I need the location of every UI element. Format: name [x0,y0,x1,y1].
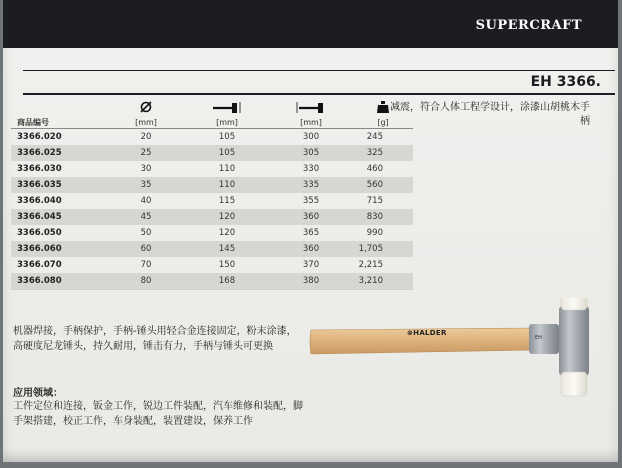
item-code: 3366.070 [17,260,62,270]
head-length-value: 120 [185,209,269,225]
table-row [11,241,413,257]
diameter-value: 80 [107,273,185,290]
total-length-value: 300 [302,132,320,142]
item-code: 3366.030 [17,164,62,174]
diameter-value: 70 [140,260,152,270]
weight-value: 830 [353,209,413,225]
table-row [11,161,413,177]
weight-value: 560 [353,177,413,193]
head-length-value: 110 [185,177,269,193]
item-code: 3366.045 [11,209,107,225]
weight-value: 3,210 [353,273,413,290]
total-length-value: 335 [269,177,353,193]
diameter-value: 50 [140,228,152,238]
total-length-value: 380 [269,273,353,290]
total-length-value: 365 [302,228,320,238]
weight-value: 460 [366,164,383,174]
diameter-value: 45 [107,209,185,225]
head-length-value: 105 [185,145,269,161]
item-code: 3366.040 [17,196,62,206]
total-length-value: 330 [302,164,320,174]
applications-text: 工件定位和连接，钣金工作，锐边工件装配，汽车维修和装配，脚手架搭建，校正工作，车身装配，装置建设，保养工作 [13,401,303,427]
table-row [11,257,413,273]
diameter-value: 30 [140,164,152,174]
diameter-value: 60 [107,241,185,257]
unit-total-length: [mm] [269,117,353,129]
code-header: 商品编号 [11,117,107,129]
weight-value: 325 [353,145,413,161]
unit-diameter: [mm] [107,117,185,129]
table-row [11,225,413,241]
halder-logo: ⊗HALDER [407,329,447,337]
catalog-page [3,0,618,462]
head-length-value: 115 [218,196,236,206]
weight-value: 2,215 [358,260,383,270]
unit-head-length: [mm] [185,117,269,129]
head-length-value: 105 [218,132,236,142]
item-code: 3366.020 [17,132,62,142]
table-row [11,177,413,193]
header-band [3,0,618,48]
head-length-value: 110 [218,164,236,174]
total-length-value: 370 [302,260,320,270]
product-title-bar [23,70,615,95]
item-code: 3366.035 [11,177,107,193]
item-code: 3366.080 [11,273,107,290]
head-length-value: 120 [218,228,236,238]
weight-value: 1,705 [353,241,413,257]
head-length-value: 145 [185,241,269,257]
diameter-value: 40 [140,196,152,206]
hammer-image [307,298,612,448]
head-length-icon [185,99,269,117]
brand-logo: SUPERCRAFT [475,18,582,33]
diameter-value: 20 [140,132,152,142]
weight-value: 990 [366,228,383,238]
weight-value: 715 [366,196,383,206]
head-length-value: 150 [218,260,236,270]
svg-text:EH: EH [535,335,542,341]
unit-weight: [g] [353,117,413,129]
weight-value: 245 [366,132,383,142]
total-length-icon [269,99,353,117]
total-length-value: 360 [269,209,353,225]
total-length-value: 305 [269,145,353,161]
head-length-value: 168 [185,273,269,290]
diameter-value: 25 [107,145,185,161]
weight-icon [353,99,413,117]
table-row [11,209,413,225]
total-length-value: 360 [269,241,353,257]
page-shadow [3,448,618,462]
product-description: 机器焊接，手柄保护，手柄-锤头用轻合金连接固定，粉末涂漆，高硬度尼龙锤头，持久耐用，锤击有力，手柄与锤头可更换 [13,326,297,352]
table-row [11,129,413,146]
table-row [11,193,413,209]
product-slogan: 减震，符合人体工程学设计，涂漆山胡桃木手柄 [390,102,590,127]
total-length-value: 355 [302,196,320,206]
diameter-value: 35 [107,177,185,193]
spec-table [11,99,413,290]
model-number: EH 3366. [530,74,601,90]
item-code: 3366.050 [17,228,62,238]
item-code: 3366.060 [11,241,107,257]
applications-title: 应用领域： [13,388,63,399]
table-row [11,145,413,161]
diameter-icon [107,99,185,117]
item-code: 3366.025 [11,145,107,161]
table-row [11,273,413,290]
